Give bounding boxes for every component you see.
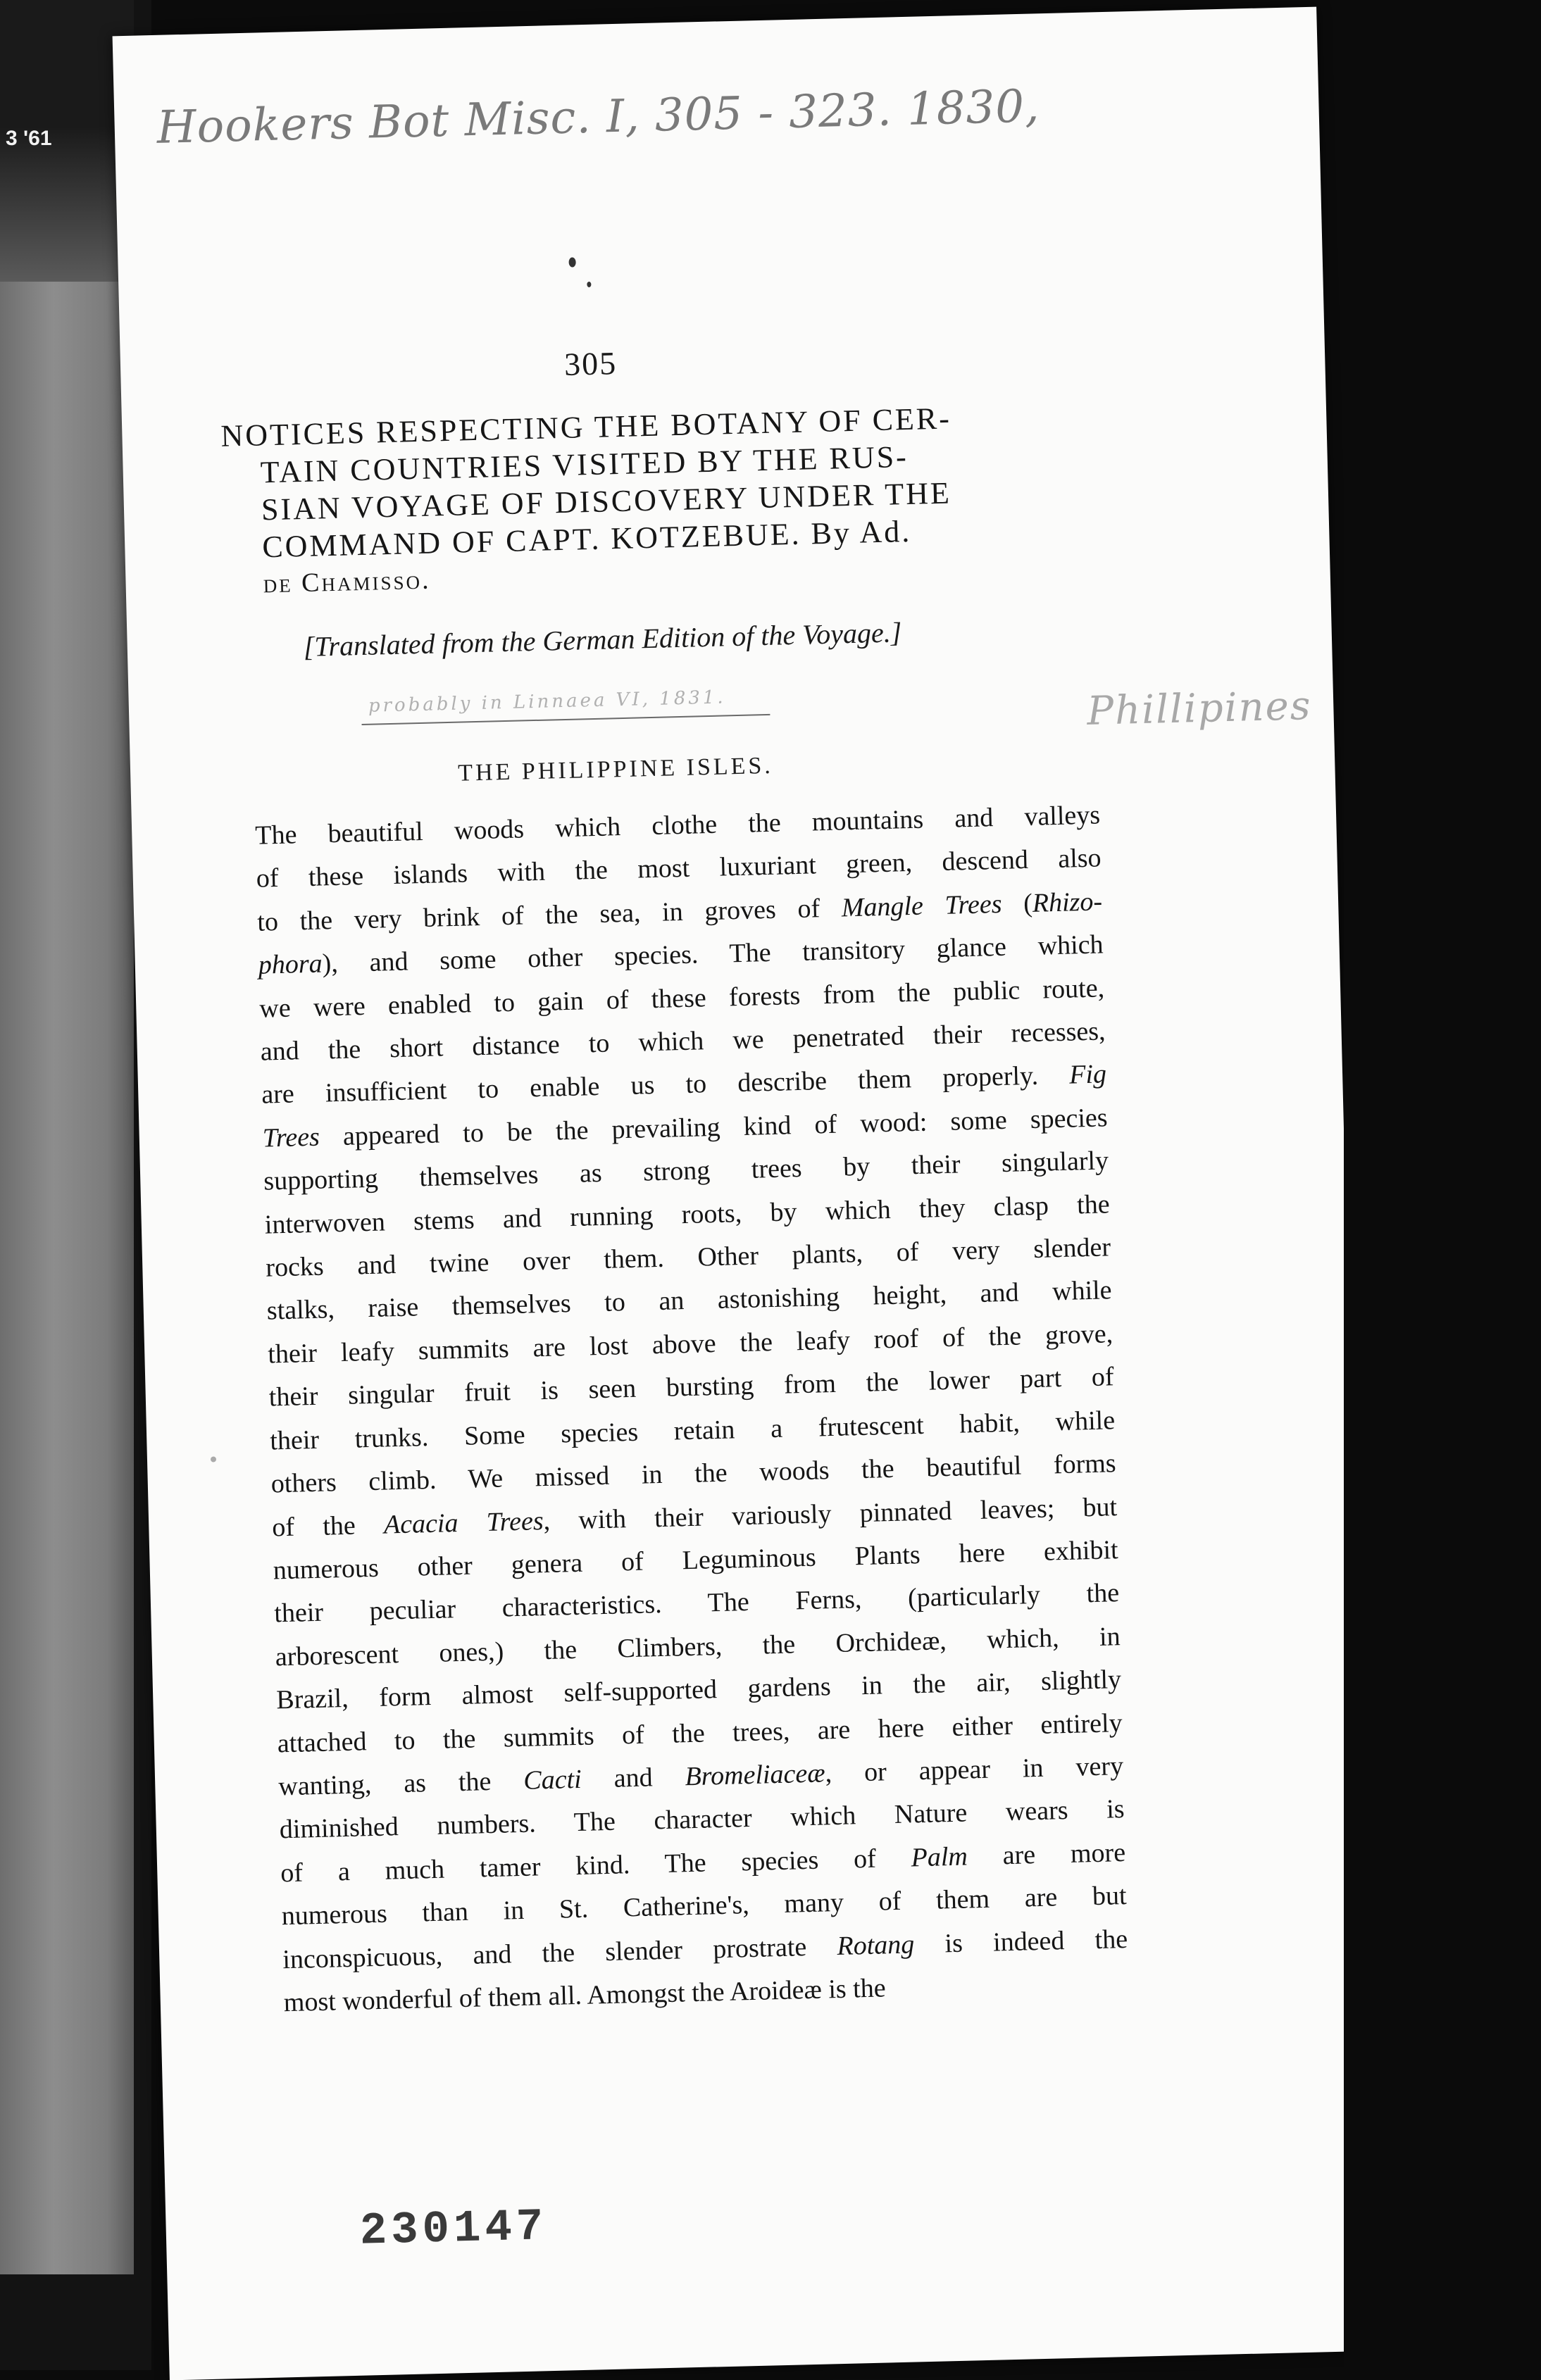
body-line: of these islands with the most luxuriant green, descend also [256, 843, 1102, 894]
body-line: of the Acacia Trees, with their variously pinnated leaves; but [271, 1491, 1118, 1542]
body-text [255, 794, 1130, 2024]
body-line: numerous than in St. Catherine's, many of them are but [281, 1881, 1128, 1931]
body-line: we were enabled to gain of these forests from the public route, [258, 973, 1105, 1024]
page-number: 305 [563, 345, 618, 382]
binding-board [0, 84, 134, 2274]
body-line: arborescent ones,) the Climbers, the Orchideæ, which, in [275, 1621, 1121, 1672]
body-line: their leafy summits are lost above the leafy roof of the grove, [267, 1319, 1113, 1370]
paper-speck [587, 282, 591, 287]
pencil-annotation: probably in Linnaea VI, 1831. [368, 687, 726, 717]
body-line: Trees appeared to be the prevailing kind of wood: some species [262, 1103, 1109, 1153]
body-line: their trunks. Some species retain a frutescent habit, while [269, 1405, 1116, 1456]
paper-speck [568, 257, 575, 267]
translation-note: [Translated from the German Edition of the Voyage.] [303, 616, 902, 663]
body-line: The beautiful woods which clothe the mountains and valleys [254, 800, 1101, 851]
section-heading: THE PHILIPPINE ISLES. [457, 752, 774, 787]
body-line: phora), and some other species. The transitory glance which [258, 929, 1104, 980]
body-line: most wonderful of them all. Amongst the Aroideæ is the [283, 1973, 887, 2018]
body-line: stalks, raise themselves to an astonishing height, and while [266, 1275, 1113, 1327]
body-line: their peculiar characteristics. The Ferns, (particularly the [273, 1578, 1120, 1629]
body-line: are insufficient to enable us to describe them properly. Fig [261, 1059, 1107, 1110]
binding-mark: 3 '61 [6, 127, 52, 150]
body-line: supporting themselves as strong trees by their singularly [263, 1146, 1109, 1196]
accession-stamp: 230147 [358, 2202, 549, 2257]
title-line: SIAN VOYAGE OF DISCOVERY UNDER THE [261, 475, 952, 527]
body-line: inconspicuous, and the slender prostrate Rotang is indeed the [282, 1924, 1128, 1974]
body-line: attached to the summits of the trees, are here either entirely [277, 1708, 1123, 1758]
body-line: Brazil, form almost self-supported gardens in the air, slightly [275, 1665, 1122, 1715]
article-title [220, 397, 1063, 604]
scanner-background [1344, 0, 1541, 2370]
body-line: diminished numbers. The character which Nature wears is [279, 1794, 1125, 1845]
body-line: rocks and twine over them. Other plants, of very slender [265, 1232, 1111, 1283]
handwritten-citation: Hookers Bot Misc. I, 305 - 323. 1830, [156, 80, 1041, 154]
body-line: of a much tamer kind. The species of Palm are more [280, 1837, 1126, 1889]
pencil-underline [362, 714, 770, 725]
body-line: wanting, as the Cacti and Bromeliaceæ, or appear in very [277, 1750, 1124, 1802]
paper-speck [211, 1456, 216, 1462]
body-line: others climb. We missed in the woods the beautiful forms [270, 1448, 1117, 1499]
margin-annotation: Phillipines [1086, 683, 1313, 734]
scanned-page [113, 7, 1374, 2380]
title-line: TAIN COUNTRIES VISITED BY THE RUS- [260, 439, 909, 490]
title-line: NOTICES RESPECTING THE BOTANY OF CER- [220, 401, 952, 453]
body-line: and the short distance to which we penetrated their recesses, [260, 1016, 1106, 1067]
body-line: interwoven stems and running roots, by which they clasp the [264, 1189, 1111, 1240]
body-line: numerous other genera of Leguminous Plants here exhibit [273, 1535, 1119, 1586]
title-author-line: de Chamisso. [263, 565, 431, 599]
body-line: to the very brink of the sea, in groves of Mangle Trees (Rhizo- [256, 887, 1103, 937]
title-line: COMMAND OF CAPT. KOTZEBUE. By Ad. [261, 513, 912, 565]
body-line: their singular fruit is seen bursting from the lower part of [268, 1362, 1115, 1413]
